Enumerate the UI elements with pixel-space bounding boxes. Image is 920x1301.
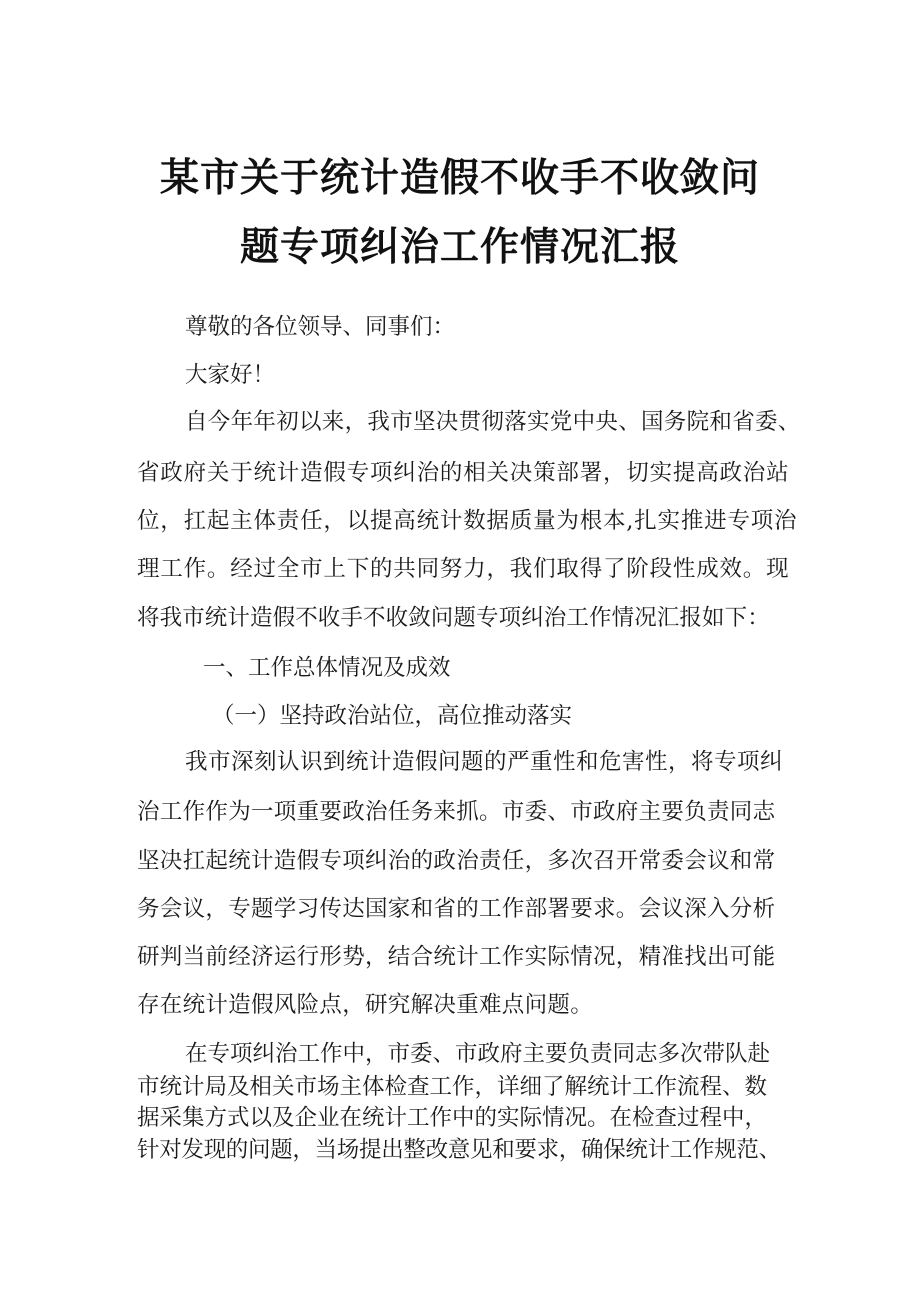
intro-line-1: 自今年年初以来，我市坚决贯彻落实党中央、国务院和省委、 bbox=[185, 409, 801, 435]
subsection-heading: （一）坚持政治站位，高位推动落实 bbox=[212, 703, 573, 729]
intro-line-5: 将我市统计造假不收手不收敛问题专项纠治工作情况汇报如下： bbox=[137, 605, 770, 631]
intro-line-3: 位，扛起主体责任，以提高统计数据质量为根本,扎实推进专项治 bbox=[137, 508, 798, 534]
paragraph1-line-3: 坚决扛起统计造假专项纠治的政治责任，多次召开常委会议和常 bbox=[137, 848, 776, 874]
greeting: 大家好！ bbox=[185, 362, 276, 388]
paragraph2-line-2: 市统计局及相关市场主体检查工作，详细了解统计工作流程、数 bbox=[137, 1074, 768, 1100]
document-title-line-1: 某市关于统计造假不收手不收敛问 bbox=[159, 156, 760, 201]
salutation: 尊敬的各位领导、同事们： bbox=[185, 314, 456, 340]
paragraph2-line-3: 据采集方式以及企业在统计工作中的实际情况。在检查过程中， bbox=[137, 1105, 768, 1131]
document-title-line-2: 题专项纠治工作情况汇报 bbox=[239, 225, 680, 270]
intro-line-2: 省政府关于统计造假专项纠治的相关决策部署，切实提高政治站 bbox=[137, 460, 790, 486]
paragraph1-line-2: 治工作作为一项重要政治任务来抓。市委、市政府主要负责同志 bbox=[137, 799, 776, 825]
paragraph2-line-1: 在专项纠治工作中，市委、市政府主要负责同志多次带队赴 bbox=[185, 1041, 771, 1067]
paragraph1-line-1: 我市深刻认识到统计造假问题的严重性和危害性，将专项纠 bbox=[185, 749, 784, 775]
paragraph2-line-4: 针对发现的问题，当场提出整改意见和要求，确保统计工作规范、 bbox=[137, 1137, 781, 1163]
paragraph1-line-6: 存在统计造假风险点，研究解决重难点问题。 bbox=[137, 992, 594, 1018]
paragraph1-line-4: 务会议，专题学习传达国家和省的工作部署要求。会议深入分析 bbox=[137, 896, 776, 922]
section-heading: 一、工作总体情况及成效 bbox=[203, 655, 451, 681]
paragraph1-line-5: 研判当前经济运行形势，结合统计工作实际情况，精准找出可能 bbox=[137, 944, 776, 970]
intro-line-4: 理工作。经过全市上下的共同努力，我们取得了阶段性成效。现 bbox=[137, 556, 790, 582]
